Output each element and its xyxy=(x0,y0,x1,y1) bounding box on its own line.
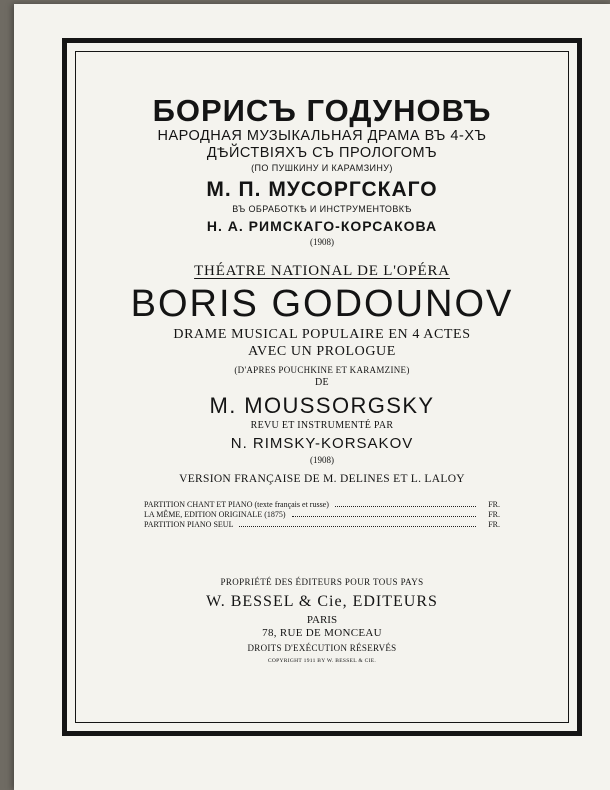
russian-arranger: Н. А. РИМСКАГО-КОРСАКОВА xyxy=(206,218,438,234)
french-subtitle-line-2: AVEC UN PROLOGUE xyxy=(248,344,396,359)
french-arranger: N. RIMSKY-KORSAKOV xyxy=(230,435,414,452)
edition-label: PARTITION CHANT ET PIANO (texte français et russe) xyxy=(144,500,329,509)
dot-leader xyxy=(292,516,476,517)
publisher-address: 78, RUE DE MONCEAU xyxy=(262,627,382,639)
dot-leader xyxy=(335,506,476,507)
french-source-note: (D'APRES POUCHKINE ET KARAMZINE) xyxy=(234,365,410,375)
publisher-name: W. BESSEL & Cie, EDITEURS xyxy=(206,593,438,610)
russian-arrangement-note: ВЪ ОБРАБОТКѢ И ИНСТРУМЕНТОВКѢ xyxy=(232,204,412,214)
edition-row xyxy=(144,520,500,530)
inner-border-frame xyxy=(75,51,569,723)
edition-label: PARTITION PIANO SEUL xyxy=(144,520,234,529)
french-revised-by: REVU ET INSTRUMENTÉ PAR xyxy=(250,420,394,431)
edition-price: FR. xyxy=(488,520,500,529)
dot-leader xyxy=(239,526,476,527)
publisher-rights: PROPRIÉTÉ DES ÉDITEURS POUR TOUS PAYS xyxy=(220,577,424,587)
title-page-content xyxy=(76,94,568,665)
title-page xyxy=(14,4,610,790)
edition-price: FR. xyxy=(488,500,500,509)
performance-rights: DROITS D'EXÉCUTION RÉSERVÉS xyxy=(247,643,397,653)
russian-title: БОРИСЪ ГОДУНОВЪ xyxy=(152,93,492,128)
edition-row xyxy=(144,500,500,510)
edition-label: LA MÊME, EDITION ORIGINALE (1875) xyxy=(144,510,286,519)
russian-subtitle-line-2: ДѢЙСТВІЯХЪ СЪ ПРОЛОГОМЪ xyxy=(206,145,438,161)
french-version-credit: VERSION FRANÇAISE DE M. DELINES ET L. LALOY xyxy=(179,473,465,485)
outer-border-frame xyxy=(62,38,582,736)
edition-price: FR. xyxy=(488,510,500,519)
theatre-heading: THÉATRE NATIONAL DE L'OPÉRA xyxy=(194,263,450,279)
french-composer: M. MOUSSORGSKY xyxy=(209,393,435,418)
publisher-city: PARIS xyxy=(306,614,338,626)
copyright-notice: COPYRIGHT 1911 BY W. BESSEL & CIE. xyxy=(267,658,377,664)
french-subtitle-line-1: DRAME MUSICAL POPULAIRE EN 4 ACTES xyxy=(173,327,471,342)
russian-subtitle-line-1: НАРОДНАЯ МУЗЫКАЛЬНАЯ ДРАМА ВЪ 4-ХЪ xyxy=(157,128,487,144)
editions-list xyxy=(144,500,500,530)
french-year: (1908) xyxy=(310,455,334,465)
publisher-block xyxy=(76,576,568,665)
russian-source-note: (ПО ПУШКИНУ И КАРАМЗИНУ) xyxy=(251,163,393,173)
french-de: DE xyxy=(315,377,329,388)
french-title: BORIS GODOUNOV xyxy=(130,283,514,325)
russian-composer: М. П. МУСОРГСКАГО xyxy=(206,178,438,201)
edition-row xyxy=(144,510,500,520)
russian-year: (1908) xyxy=(310,237,334,247)
